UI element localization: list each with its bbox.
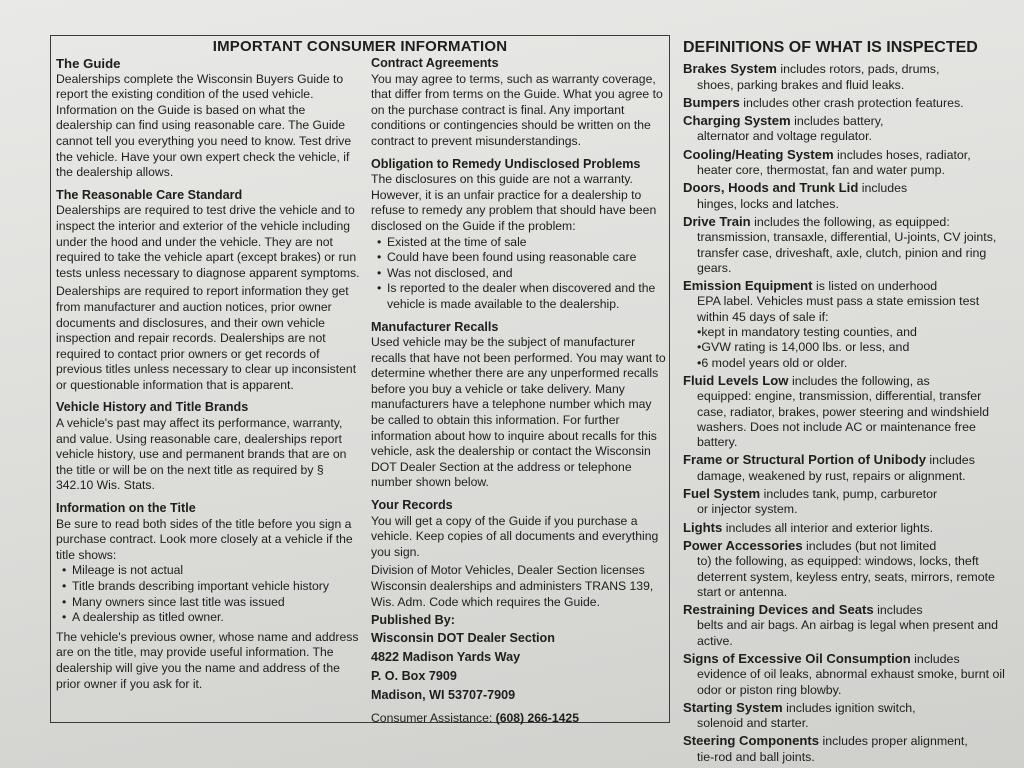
definition-continuation: equipped: engine, transmission, differential, transfer case, radiator, brakes, power steering and windshield washers. Does not include AC or maintenance free battery. [697,389,990,450]
definition-item [683,147,1013,179]
publisher-city: Madison, WI 53707-7909 [371,687,516,702]
middle-column [371,56,667,726]
consumer-info-box [50,35,670,723]
definition-item [683,61,1013,93]
assist-label: Consumer Assistance: [371,710,493,725]
title-info-heading: Information on the Title [56,501,196,516]
recalls-text: Used vehicle may be the subject of manufacturer recalls that have not been performed. You may want to determine whether there are any unperformed recalls before you buy a vehicle or take delivery. Many manufacturers have a telephone number which may be called to obtain this information. For further information about how to inquire about recalls for this vehicle, ask the dealership or contact the Wisconsin DOT Dealer Section at the address or telephone number shown below. [371,335,666,490]
list-item: • Mileage is not actual [62,563,361,579]
definition-term: Restraining Devices and Seats [683,602,874,618]
definition-item [683,602,1013,649]
definition-term: Bumpers [683,94,740,110]
definition-term: Power Accessories [683,537,803,553]
definitions-column [683,40,1013,767]
definition-continuation: heater core, thermostat, fan and water pump. [697,163,945,178]
definition-item [683,651,1013,698]
definition-item [683,373,1013,450]
definition-term: Brakes System [683,61,777,77]
definitions-list [683,61,1013,765]
definition-continuation: or injector system. [697,502,798,517]
publisher-name: Wisconsin DOT Dealer Section [371,630,555,645]
definition-text: includes other crash protection features. [739,95,964,110]
definition-term: Steering Components [683,733,820,749]
recalls-heading: Manufacturer Recalls [371,319,499,334]
definition-text: is listed on underhood [812,279,938,294]
definition-continuation: to) the following, as equipped: windows, locks, theft deterrent system, keyless entry, seats, mirrors, remote start or antenna. [697,554,995,599]
definition-text: includes [925,453,975,468]
list-item: • Is reported to the dealer when discovered and the vehicle is made available to the dealership. [377,281,667,312]
assist-phone: (608) 266-1425 [495,710,579,725]
definition-text: includes [858,181,908,196]
definition-term: Doors, Hoods and Trunk Lid [683,180,859,196]
definition-text: includes rotors, pads, drums, [776,62,940,77]
definition-item [683,95,1013,111]
definition-item [683,278,1013,371]
definition-text: includes [873,603,923,618]
records-text: You will get a copy of the Guide if you purchase a vehicle. Keep copies of all documents and everything you sign. [371,513,659,559]
definition-term: Starting System [683,699,783,715]
definition-text: includes tank, pump, carburetor [760,487,938,502]
published-by-label: Published By: [371,613,455,628]
definition-text: includes [910,651,960,666]
definition-item [683,700,1013,732]
definition-continuation: belts and air bags. An airbag is legal when present and active. [697,618,999,648]
definition-item [683,452,1013,484]
definition-text: includes all interior and exterior lights. [722,520,934,535]
list-item: • A dealership as titled owner. [62,610,361,626]
definition-continuation: EPA label. Vehicles must pass a state emission test within 45 days of sale if: [697,294,980,324]
left-column [56,56,361,692]
definition-term: Cooling/Heating System [683,146,834,162]
definition-term: Fuel System [683,486,761,502]
remedy-text: The disclosures on this guide are not a warranty. However, it is an unfair practice for a dealership to refuse to remedy any problem that should have been disclosed on the Guide if the problem: [371,172,657,233]
definition-term: Frame or Structural Portion of Unibody [683,452,926,468]
definition-text: includes hoses, radiator, [833,147,971,162]
box-title: IMPORTANT CONSUMER INFORMATION [212,38,508,55]
definition-term: Signs of Excessive Oil Consumption [683,650,911,666]
publisher-street: 4822 Madison Yards Way [371,649,521,664]
list-item: • Title brands describing important vehicle history [62,579,361,595]
definition-item [683,486,1013,518]
definition-continuation: tie-rod and ball joints. [697,749,815,764]
definition-text: includes proper alignment, [819,734,968,749]
list-item: • Was not disclosed, and [377,266,667,282]
remedy-heading: Obligation to Remedy Undisclosed Problems [371,156,641,171]
contract-heading: Contract Agreements [371,56,499,70]
care-text-2: Dealerships are required to report information they get from manufacturer and auction notices, prior owner documents and disclosures, and their own vehicle inspection and repair records. Dealerships are not required to contact prior owners or get records of previous titles unless necessary to clear up inconsistent or questionable information that is apparent. [56,284,357,392]
title-bullet-list [56,563,361,625]
definition-term: Charging System [683,113,791,129]
definition-item [683,113,1013,145]
contract-text: You may agree to terms, such as warranty coverage, that differ from terms on the Guide. What you agree to on the purchase contract is final. Any important conditions or contingencies should be written on the contract to prevent misunderstandings. [371,71,663,148]
definitions-title: DEFINITIONS OF WHAT IS INSPECTED [683,39,978,56]
definition-continuation: transmission, transaxle, differential, U-joints, CV joints, transfer case, driveshaft, axle, clutch, pinion and ring gears. [697,230,997,275]
list-item: • kept in mandatory testing counties, and [697,325,1013,340]
list-item: • Many owners since last title was issued [62,595,361,611]
title-info-text: Be sure to read both sides of the title before you sign a purchase contract. Look more closely at a vehicle if the title shows: [56,516,353,562]
title-info-text-2: The vehicle's previous owner, whose name and address are on the title, may provide useful information. The dealership will give you the name and address of the prior owner if you ask for it. [56,629,359,691]
list-item: • GVW rating is 14,000 lbs. or less, and [697,340,1013,355]
consumer-assistance [371,711,667,727]
division-text: Division of Motor Vehicles, Dealer Section licenses Wisconsin dealerships and administers TRANS 139, Wis. Adm. Code which requires the Guide. [371,563,654,609]
definition-continuation: shoes, parking brakes and fluid leaks. [697,77,905,92]
definition-continuation: hinges, locks and latches. [697,196,839,211]
remedy-bullet-list [371,235,667,313]
emission-bullet-list [683,325,1013,371]
care-text-1: Dealerships are required to test drive the vehicle and to inspect the interior and exterior of the vehicle including under the hood and under the vehicle. They are not required to take the vehicle apart (except brakes) or run tests unless necessary to diagnose apparent symptoms. [56,203,360,280]
definition-text: includes (but not limited [802,538,937,553]
list-item: • 6 model years old or older. [697,356,1013,371]
list-item: • Existed at the time of sale [377,235,667,251]
records-heading: Your Records [371,498,453,513]
definition-text: includes ignition switch, [782,700,916,715]
history-heading: Vehicle History and Title Brands [56,400,249,415]
definition-item [683,733,1013,765]
guide-text: Dealerships complete the Wisconsin Buyers Guide to report the existing condition of the used vehicle. Information on the Guide is based on what the dealership can find using reasonable care. The Guide cannot tell you everything you need to know. Test drive the vehicle. Have your own expert check the vehicle, if the dealership allows. [56,71,352,180]
definition-item [683,214,1013,276]
definition-term: Lights [683,519,723,535]
definition-item [683,538,1013,600]
definition-term: Emission Equipment [683,278,813,294]
definition-continuation: solenoid and starter. [697,716,809,731]
definition-text: includes battery, [790,114,884,129]
publisher-po-box: P. O. Box 7909 [371,668,457,683]
definition-continuation: evidence of oil leaks, abnormal exhaust smoke, burnt oil odor or piston ring blowby. [697,667,1005,697]
definition-continuation: alternator and voltage regulator. [697,129,872,144]
definition-item [683,520,1013,536]
history-text: A vehicle's past may affect its performance, warranty, and value. Using reasonable care, dealerships report vehicle history, use and permanent brands that are on the title or will be on the next title as required by § 342.10 Wis. Stats. [56,416,347,493]
care-heading: The Reasonable Care Standard [56,187,243,202]
definition-term: Fluid Levels Low [683,372,789,388]
definition-term: Drive Train [683,213,751,229]
guide-heading: The Guide [56,56,121,71]
definition-continuation: damage, weakened by rust, repairs or alignment. [697,468,966,483]
definition-text: includes the following, as equipped: [750,214,950,229]
list-item: • Could have been found using reasonable care [377,250,667,266]
definition-text: includes the following, as [788,373,930,388]
definition-item [683,180,1013,212]
